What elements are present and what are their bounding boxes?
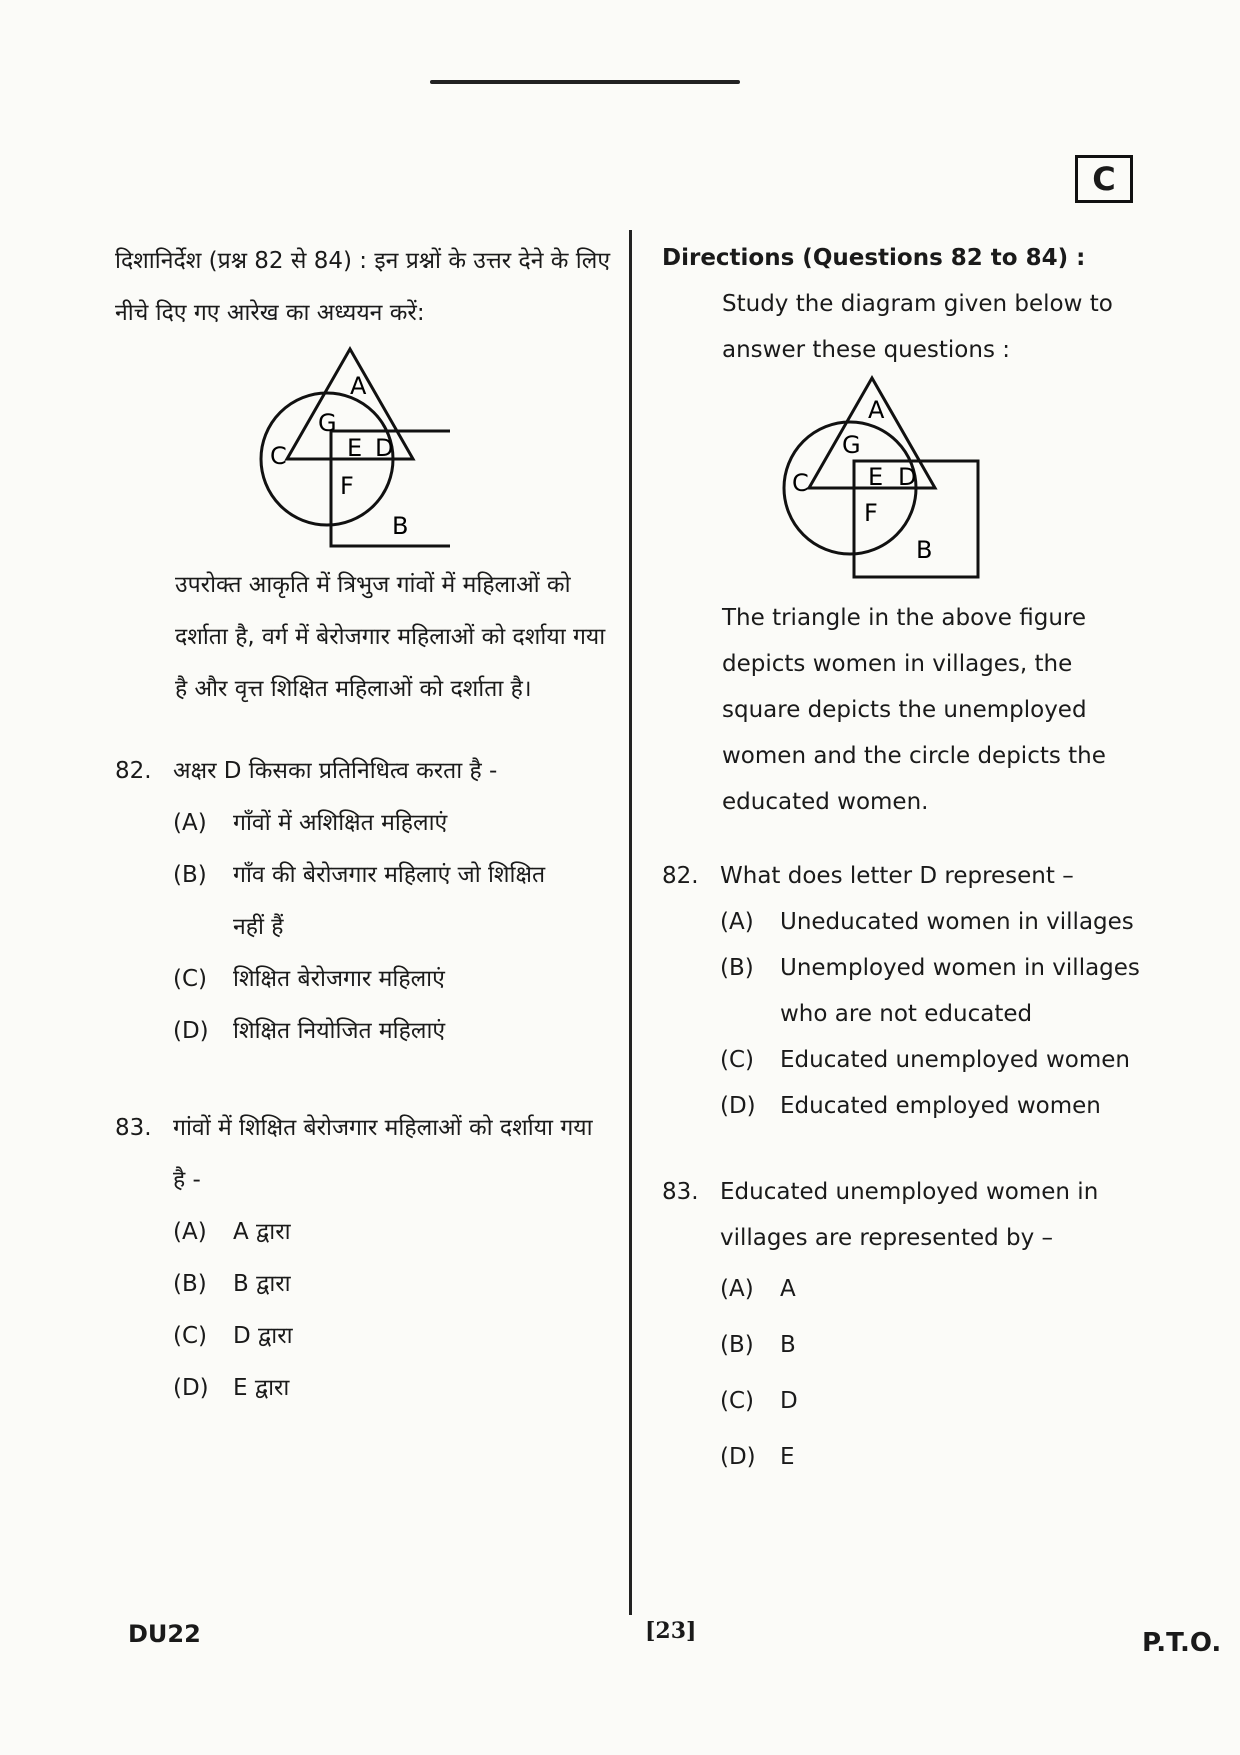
label-f: F (864, 499, 878, 527)
option-a: (A) Uneducated women in villages (720, 909, 1134, 935)
label-e: E (347, 434, 363, 462)
label-e: E (868, 463, 884, 491)
english-column (662, 235, 1202, 1485)
option-b: (B) B द्वारा (173, 1271, 291, 1297)
label-f: F (340, 472, 354, 500)
label-d: D (898, 463, 917, 491)
label-b: B (916, 536, 933, 564)
question-text: What does letter D represent – (720, 863, 1074, 889)
page-number: [23] (645, 1618, 697, 1644)
english-directions-body: Study the diagram given below to answer these questions : (722, 291, 1113, 363)
option-a: (A) गाँवों में अशिक्षित महिलाएं (173, 810, 448, 836)
question-number: 83. (115, 1115, 152, 1141)
question-number: 82. (662, 863, 699, 889)
question-number: 83. (662, 1179, 699, 1205)
hindi-question-82 (115, 745, 615, 1057)
hindi-description: उपरोक्त आकृति में त्रिभुज गांवों में महिलाओं को दर्शाता है, वर्ग में बेरोजगार महिलाओं को दर्शाया गया है और वृत्त शिक्षित महिलाओं को दर्शाता है। (175, 572, 606, 702)
venn-diagram-english (772, 373, 982, 583)
option-b: (B) गाँव की बेरोजगार महिलाएं जो शिक्षित नहीं हैं (173, 862, 546, 940)
option-c: (C) शिक्षित बेरोजगार महिलाएं (173, 966, 445, 992)
option-a: (A) A द्वारा (173, 1219, 291, 1245)
english-question-82 (662, 853, 1202, 1129)
hindi-column (115, 235, 615, 1414)
label-g: G (318, 409, 337, 437)
label-a: A (350, 372, 367, 400)
venn-diagram-hindi (250, 339, 450, 549)
option-b: (B) B (720, 1332, 796, 1358)
column-divider (629, 230, 632, 1615)
label-g: G (842, 431, 861, 459)
option-c: (C) D (720, 1388, 798, 1414)
hindi-question-83 (115, 1102, 615, 1414)
set-code-box: C (1075, 155, 1133, 203)
english-question-83 (662, 1169, 1202, 1485)
question-number: 82. (115, 758, 152, 784)
english-description: The triangle in the above figure depicts women in villages, the square depicts the unemployed women and the circle depicts the educated women. (722, 605, 1106, 815)
top-rule (430, 80, 740, 84)
option-d: (D) E (720, 1444, 795, 1470)
question-text: गांवों में शिक्षित बेरोजगार महिलाओं को दर्शाया गया है - (173, 1115, 593, 1193)
label-a: A (868, 396, 885, 424)
option-c: (C) D द्वारा (173, 1323, 293, 1349)
option-b: (B) Unemployed women in villages who are not educated (720, 955, 1140, 1027)
label-c: C (270, 442, 287, 470)
booklet-code: DU22 (128, 1620, 201, 1648)
label-c: C (792, 469, 809, 497)
option-a: (A) A (720, 1276, 796, 1302)
option-d: (D) E द्वारा (173, 1375, 290, 1401)
label-d: D (375, 434, 394, 462)
label-b: B (392, 512, 409, 540)
hindi-directions: दिशानिर्देश (प्रश्न 82 से 84) : इन प्रश्नों के उत्तर देने के लिए नीचे दिए गए आरेख का अध्ययन करें: (115, 248, 611, 326)
question-text: Educated unemployed women in villages are represented by – (720, 1179, 1099, 1251)
option-d: (D) Educated employed women (720, 1093, 1101, 1119)
question-text: अक्षर D किसका प्रतिनिधित्व करता है - (173, 758, 498, 784)
pto-label: P.T.O. (1142, 1628, 1222, 1658)
option-d: (D) शिक्षित नियोजित महिलाएं (173, 1018, 446, 1044)
option-c: (C) Educated unemployed women (720, 1047, 1130, 1073)
english-directions-heading: Directions (Questions 82 to 84) : (662, 245, 1086, 271)
